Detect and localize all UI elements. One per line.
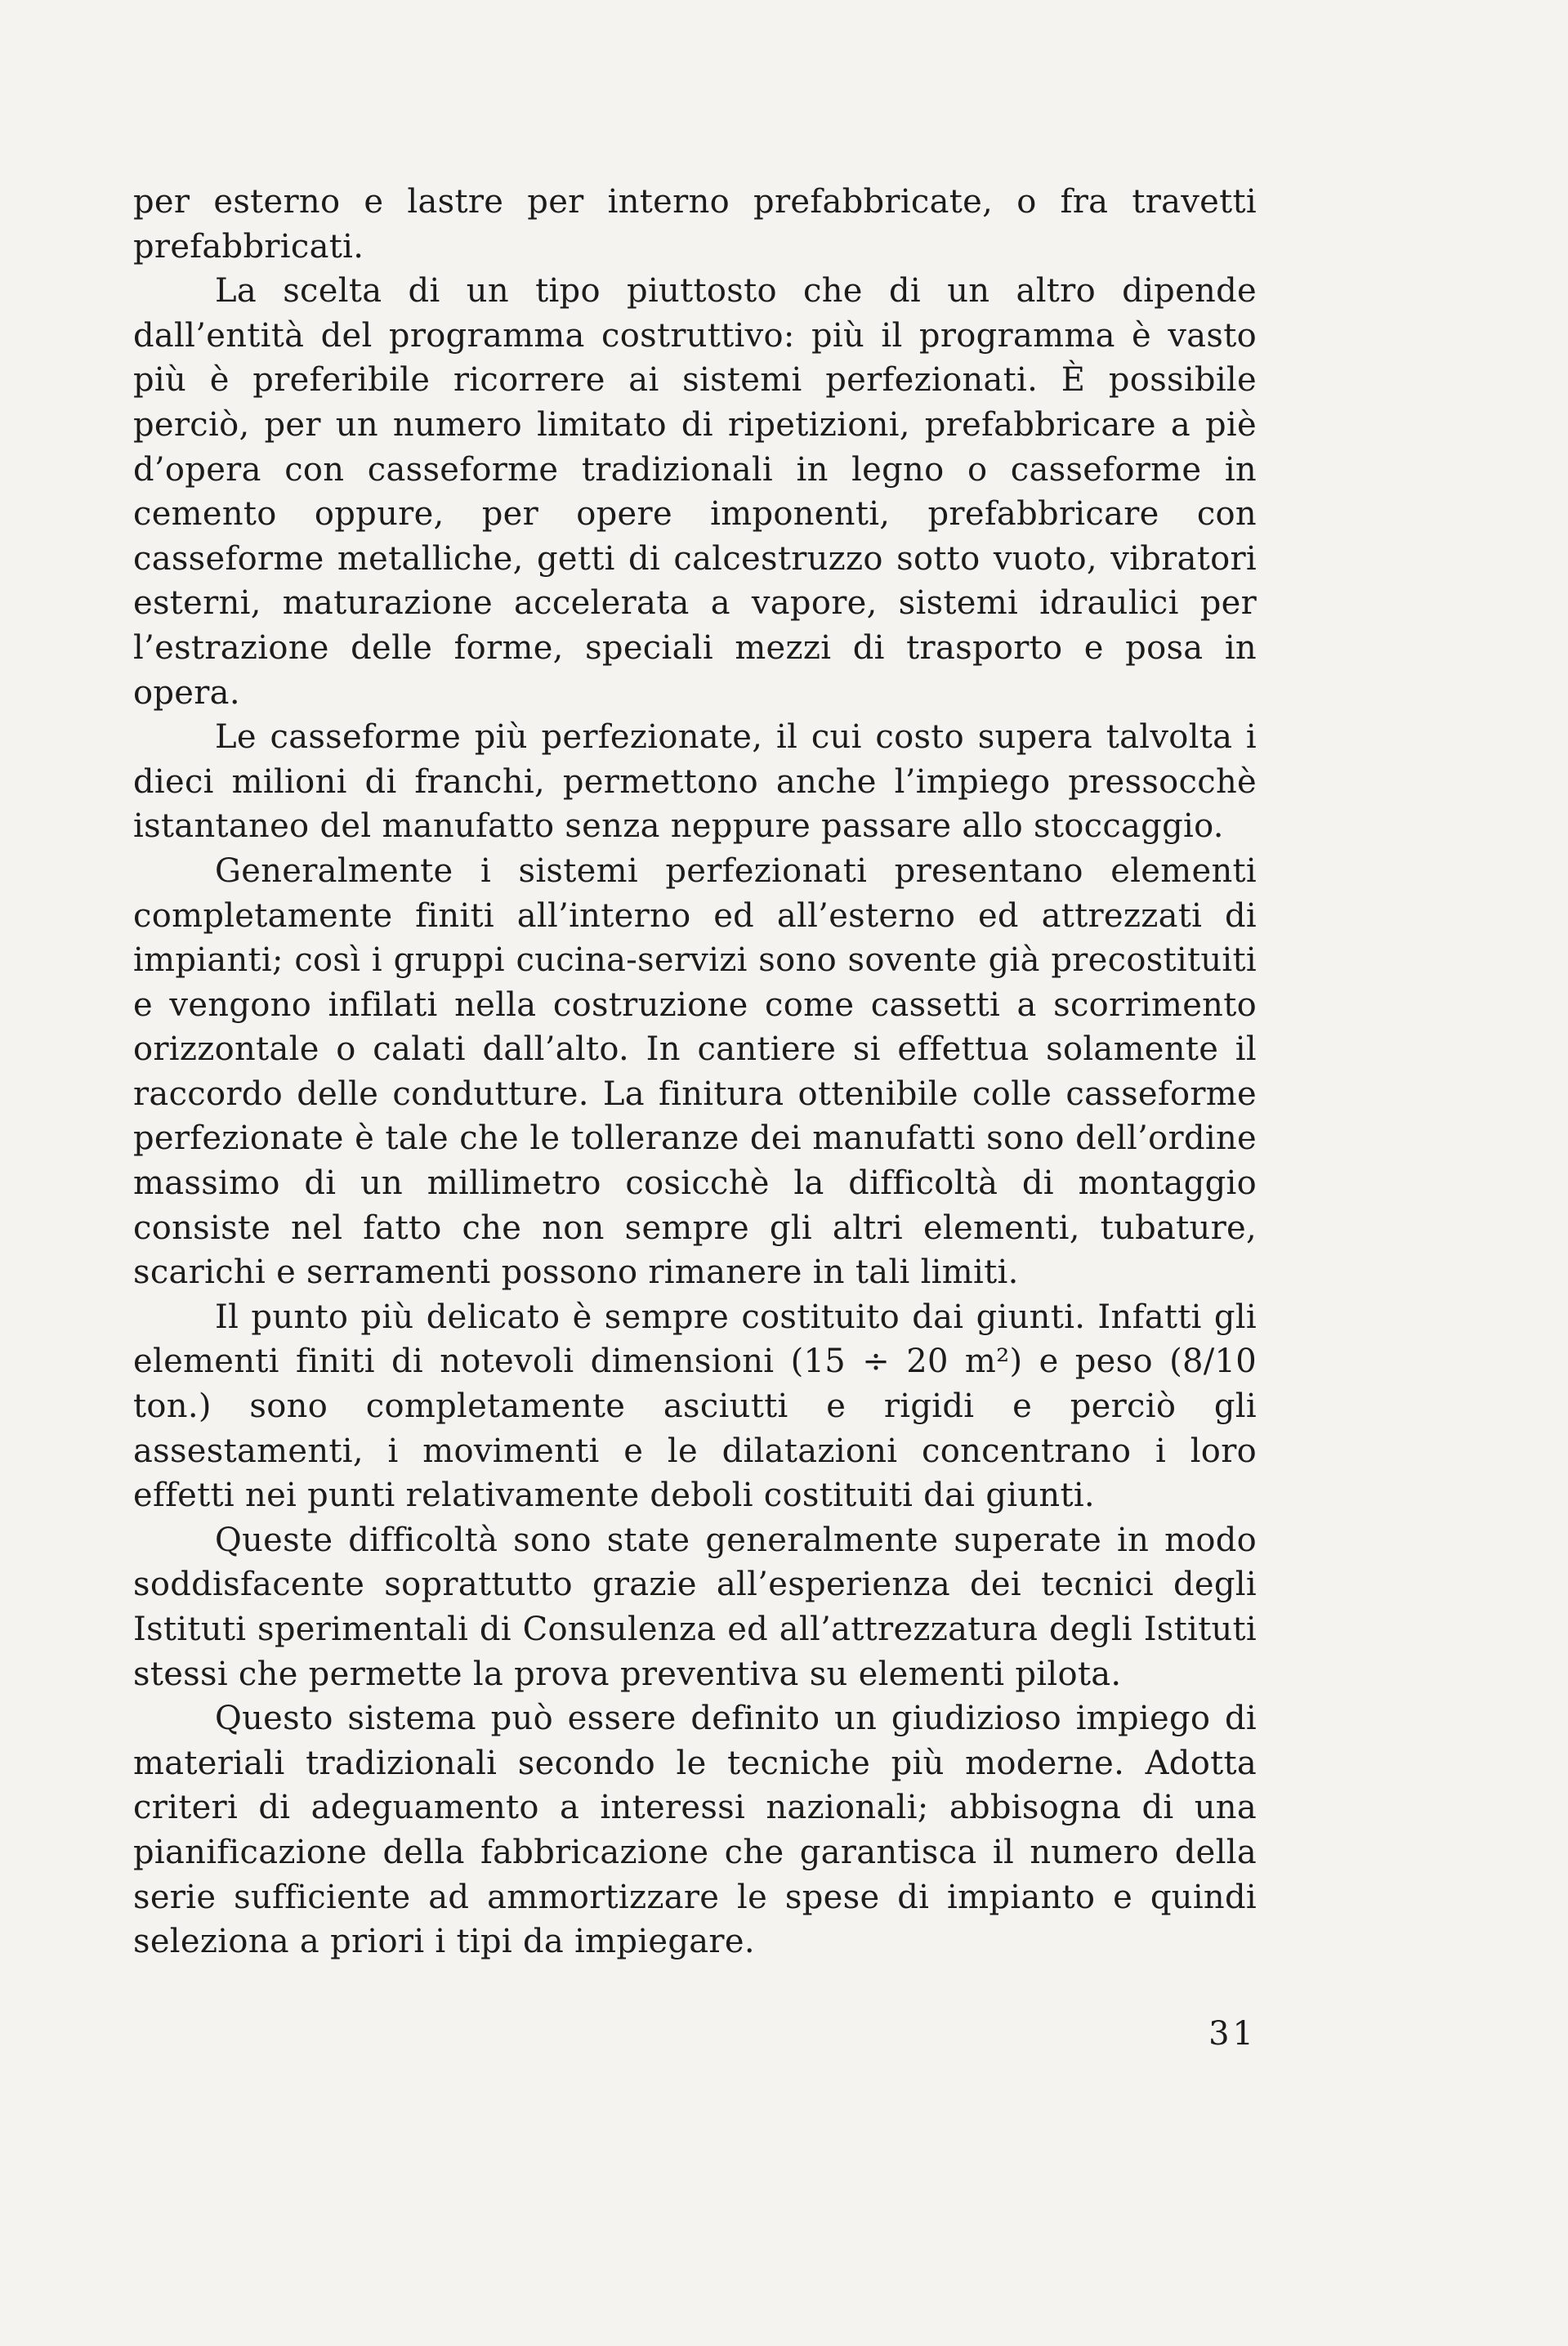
paragraph-continuation: per esterno e lastre per interno prefabbricate, o fra travetti prefabbricati.: [133, 183, 1257, 266]
page-number: 31: [1208, 2015, 1257, 2053]
paragraph: Questo sistema può essere definito un giudizioso impiego di materiali tradizionali secondo le tecniche più moderne. Adotta criteri di adeguamento a interessi nazionali; abbisogna di una pianificazione della fabbricazione che garantisca il numero della serie sufficiente ad ammortizzare le spese di impianto e quindi seleziona a priori i tipi da impiegare.: [133, 1700, 1257, 1961]
paragraph: La scelta di un tipo piuttosto che di un altro dipende dall’entità del programma costruttivo: più il programma è vasto più è preferibile ricorrere ai sistemi perfezionati. È possibile perciò, per un numero limitato di ripetizioni, prefabbricare a piè d’opera con casseforme tradizionali in legno o casseforme in cemento oppure, per opere imponenti, prefabbricare con casseforme metalliche, getti di calcestruzzo sotto vuoto, vibratori esterni, maturazione accelerata a vapore, sistemi idraulici per l’estrazione delle forme, speciali mezzi di trasporto e posa in opera.: [133, 272, 1257, 712]
body-text: [133, 180, 1257, 1964]
paragraph: Generalmente i sistemi perfezionati presentano elementi completamente finiti all’interno ed all’esterno ed attrezzati di impianti; così i gruppi cucina-servizi sono sovente già precostituiti e vengono infilati nella costruzione come cassetti a scorrimento orizzontale o calati dall’alto. In cantiere si effettua solamente il raccordo delle condutture. La finitura ottenibile colle casseforme perfezionate è tale che le tolleranze dei manufatti sono dell’ordine massimo di un millimetro cosicchè la difficoltà di montaggio consiste nel fatto che non sempre gli altri elementi, tubature, scarichi e serramenti possono rimanere in tali limiti.: [133, 851, 1257, 1292]
paragraph: Il punto più delicato è sempre costituito dai giunti. Infatti gli elementi finiti di notevoli dimensioni (15 ÷ 20 m²) e peso (8/10 ton.) sono completamente asciutti e rigidi e perciò gli assestamenti, i movimenti e le dilatazioni concentrano i loro effetti nei punti relativamente deboli costituiti dai giunti.: [133, 1298, 1257, 1515]
paragraph: Queste difficoltà sono state generalmente superate in modo soddisfacente soprattutto grazie all’esperienza dei tecnici degli Istituti sperimentali di Consulenza ed all’attrezzatura degli Istituti stessi che permette la prova preventiva su elementi pilota.: [133, 1521, 1257, 1693]
paragraph: Le casseforme più perfezionate, il cui costo supera talvolta i dieci milioni di franchi, permettono anche l’impiego pressocchè istantaneo del manufatto senza neppure passare allo stoccaggio.: [133, 718, 1257, 846]
